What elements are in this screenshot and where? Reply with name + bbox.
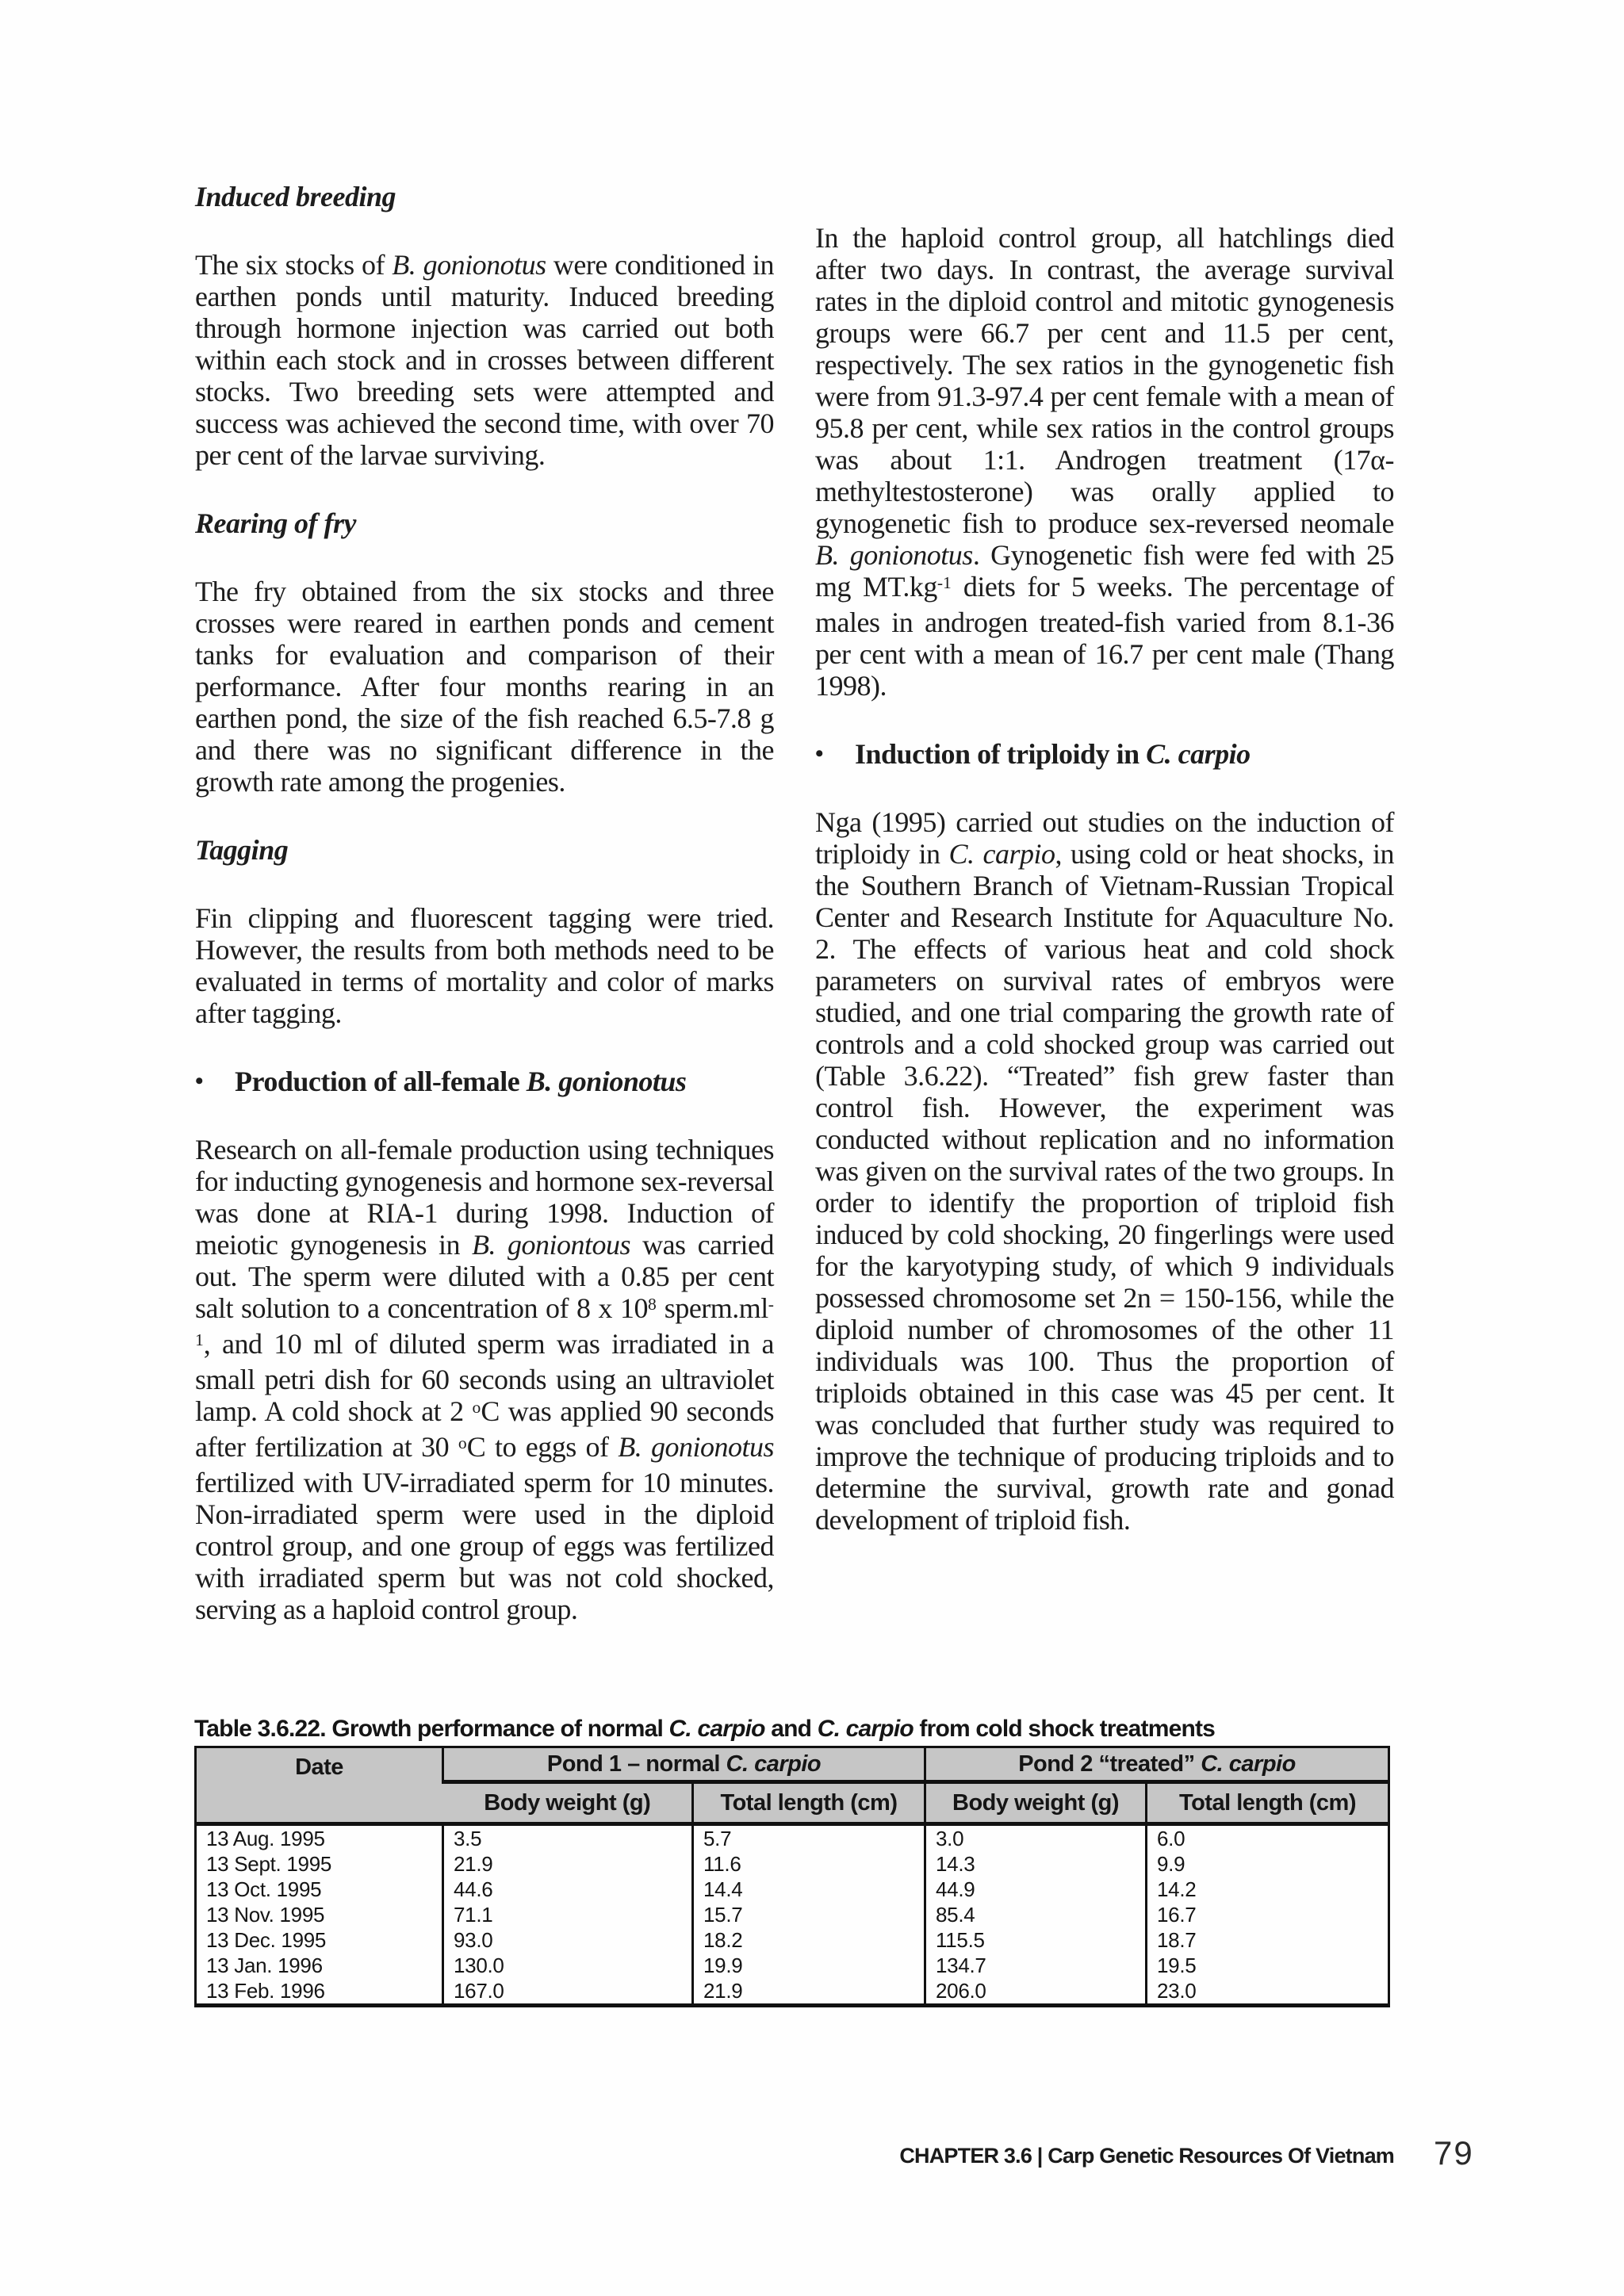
table-cell-value: 19.5 bbox=[1147, 1953, 1389, 1978]
table-cell-value: 167.0 bbox=[443, 1978, 693, 2006]
text-segment: B. goniontous bbox=[472, 1229, 631, 1261]
text-segment: Production of all-female bbox=[235, 1066, 527, 1097]
table-body bbox=[196, 1824, 1389, 2006]
text-segment: , using cold or heat shocks, in the Southern Branch of Vietnam-Russian Tropical Center and Research Institute for Aquaculture No. 2. The effects of various heat and cold shock parameters on survival rates of embryos were studied, and one trial comparing the growth rate of controls and a cold shocked group was carried out (Table 3.6.22). “Treated” fish grew faster than control fish. However, the experiment was conducted without replication and no information was given on the survival rates of the two groups. In order to identify the proportion of triploid fish induced by cold shocking, 20 fingerlings were used for the karyotyping study, of which 9 individuals possessed chromosome set 2n = 150-156, while the diploid number of chromosomes of the other 11 individuals was 100. Thus the proportion of triploids obtained in this case was 45 per cent. It was concluded that further study was required to improve the technique of producing triploids and to determine the survival, growth rate and gonad development of triploid fish. bbox=[815, 838, 1394, 1536]
column-header-date: Date bbox=[196, 1747, 443, 1824]
table-cell-value: 85.4 bbox=[925, 1902, 1147, 1927]
text-segment: and bbox=[764, 1716, 818, 1742]
table-header bbox=[196, 1747, 1389, 1824]
table-cell-value: 19.9 bbox=[693, 1953, 925, 1978]
text-segment: Table 3.6.22. Growth performance of normal bbox=[194, 1716, 669, 1742]
text-segment: -1 bbox=[195, 1295, 774, 1350]
table-cell-date: 13 Oct. 1995 bbox=[206, 1877, 322, 1901]
column-header-body-weight-pond2: Body weight (g) bbox=[925, 1782, 1147, 1824]
text-segment: C was applied 90 seconds after fertilization at 30 bbox=[195, 1395, 774, 1463]
table-cell-date: 13 Aug. 1995 bbox=[206, 1826, 325, 1850]
table-cell-value: 134.7 bbox=[925, 1953, 1147, 1978]
paragraph-triploidy-study bbox=[815, 806, 1394, 1567]
text-segment: Induction of triploidy in bbox=[855, 738, 1147, 770]
text-segment: The fry obtained from the six stocks and three crosses were reared in earthen ponds and cement tanks for evaluation and comparison of their performance. After four months rearing in an earthen pond, the size of the fish reached 6.5-7.8 g and there was no significant difference in the growth rate among the progenies. bbox=[195, 576, 774, 798]
table-cell-value: 14.2 bbox=[1147, 1877, 1389, 1902]
text-segment: diets for 5 weeks. The percentage of males in androgen treated-fish varied from 8.1-36 per cent with a mean of 16.7 per cent male (Thang 1998). bbox=[815, 571, 1394, 702]
text-segment: C. carpio bbox=[817, 1716, 914, 1742]
text-segment: B. gonionotus bbox=[392, 249, 546, 281]
table-cell-date: 13 Nov. 1995 bbox=[206, 1902, 325, 1927]
table-cell-value: 6.0 bbox=[1147, 1824, 1389, 1852]
text-segment: In the haploid control group, all hatchlings died after two days. In contrast, the average survival rates in the diploid control and mitotic gynogenesis groups were 66.7 per cent and 11.5 per cent, respectively. The sex ratios in the gynogenetic fish were from 91.3-97.4 per cent female with a mean of 95.8 per cent, while sex ratios in the control groups was about 1:1. Androgen treatment (17α-methyltestosterone) was orally applied to gynogenetic fish to produce sex-reversed neomale bbox=[815, 222, 1394, 539]
table-cell-value: 206.0 bbox=[925, 1978, 1147, 2006]
text-segment: . Gynogenetic fish were fed with 25 mg MT.kg bbox=[815, 539, 1394, 603]
text-segment: fertilized with UV-irradiated sperm for 10 minutes. Non-irradiated sperm were used in the diploid control group, and one group of eggs was fertilized with irradiated sperm but was not cold shocked, serving as a haploid control group. bbox=[195, 1467, 774, 1625]
bullet-production-label bbox=[235, 1066, 774, 1097]
text-segment: C to eggs of bbox=[466, 1431, 619, 1463]
table-cell-value: 71.1 bbox=[443, 1902, 693, 1927]
section-heading-induced-breeding: Induced breeding bbox=[195, 181, 396, 212]
paragraph-induced-breeding bbox=[195, 249, 774, 471]
text-segment: o bbox=[458, 1433, 467, 1453]
text-segment: , and 10 ml of diluted sperm was irradiated in a small petri dish for 60 seconds using an ultraviolet lamp. A cold shock at 2 bbox=[195, 1328, 774, 1427]
paragraph-haploid-control bbox=[815, 222, 1394, 702]
column-header-pond1 bbox=[443, 1747, 925, 1782]
growth-performance-table bbox=[194, 1746, 1390, 2007]
table-cell-value: 14.3 bbox=[925, 1851, 1147, 1877]
bullet-icon: • bbox=[815, 740, 824, 767]
text-segment: Pond 2 “treated” bbox=[1018, 1751, 1201, 1777]
table-cell-value: 18.7 bbox=[1147, 1927, 1389, 1953]
text-segment: B. gonionotus bbox=[815, 539, 973, 571]
text-segment: C. carpio bbox=[726, 1751, 822, 1777]
table-cell-value: 15.7 bbox=[693, 1902, 925, 1927]
table-cell-value: 5.7 bbox=[693, 1824, 925, 1852]
table-cell-value: 11.6 bbox=[693, 1851, 925, 1877]
table-cell-value: 14.4 bbox=[693, 1877, 925, 1902]
table-row bbox=[196, 1927, 1389, 1953]
text-segment: Pond 1 – normal bbox=[546, 1751, 726, 1777]
table-cell-value: 3.0 bbox=[925, 1824, 1147, 1852]
table-cell-value: 9.9 bbox=[1147, 1851, 1389, 1877]
text-segment: The six stocks of bbox=[195, 249, 393, 281]
text-segment: o bbox=[472, 1398, 481, 1418]
section-heading-rearing-of-fry: Rearing of fry bbox=[195, 507, 356, 539]
text-segment: C. carpio bbox=[1201, 1751, 1296, 1777]
left-column bbox=[195, 181, 774, 1641]
table-row bbox=[196, 1824, 1389, 1852]
table-cell-value: 44.9 bbox=[925, 1877, 1147, 1902]
table-cell-value: 18.2 bbox=[693, 1927, 925, 1953]
text-segment: were conditioned in earthen ponds until maturity. Induced breeding through hormone injection was carried out both within each stock and in crosses between different stocks. Two breeding sets were attempted and success was achieved the second time, with over 70 per cent of the larvae surviving. bbox=[195, 249, 774, 471]
text-segment: from cold shock treatments bbox=[913, 1716, 1216, 1742]
text-segment: C. carpio bbox=[948, 838, 1055, 870]
bullet-production-all-female bbox=[195, 1066, 774, 1097]
table-cell-date: 13 Feb. 1996 bbox=[206, 1978, 325, 2003]
table-caption bbox=[194, 1717, 1388, 1741]
text-segment: C. carpio bbox=[1146, 738, 1251, 770]
table-cell-value: 130.0 bbox=[443, 1953, 693, 1978]
page-number: 79 bbox=[1434, 2134, 1474, 2172]
table-row bbox=[196, 1877, 1389, 1902]
two-column-text-area bbox=[195, 181, 1394, 1641]
table-cell-value: 93.0 bbox=[443, 1927, 693, 1953]
table-cell-value: 115.5 bbox=[925, 1927, 1147, 1953]
table-row bbox=[196, 1851, 1389, 1877]
bullet-triploidy-label bbox=[855, 738, 1394, 770]
text-segment: was carried out. The sperm were diluted with a 0.85 per cent salt solution to a concentration of 8 x 10 bbox=[195, 1229, 774, 1324]
text-segment: Fin clipping and fluorescent tagging were tried. However, the results from both methods need to be evaluated in terms of mortality and color of marks after tagging. bbox=[195, 902, 774, 1029]
table-cell-value: 16.7 bbox=[1147, 1902, 1389, 1927]
text-segment: sperm.ml bbox=[656, 1292, 768, 1324]
table-cell-value: 44.6 bbox=[443, 1877, 693, 1902]
paragraph-rearing-of-fry bbox=[195, 576, 774, 798]
column-header-body-weight-pond1: Body weight (g) bbox=[443, 1782, 693, 1824]
column-header-total-length-pond1: Total length (cm) bbox=[693, 1782, 925, 1824]
text-segment: -1 bbox=[936, 573, 952, 593]
table-cell-value: 23.0 bbox=[1147, 1978, 1389, 2006]
text-segment: Research on all-female production using techniques for inducting gynogenesis and hormone sex-reversal was done at RIA-1 during 1998. Induction of meiotic gynogenesis in bbox=[195, 1134, 774, 1261]
table-row bbox=[196, 1902, 1389, 1927]
text-segment: Nga (1995) carried out studies on the induction of triploidy in bbox=[815, 806, 1394, 870]
column-header-pond2 bbox=[925, 1747, 1389, 1782]
table-row bbox=[196, 1978, 1389, 2006]
table-row bbox=[196, 1953, 1389, 1978]
footer-chapter-label: CHAPTER 3.6 | Carp Genetic Resources Of Vietnam bbox=[899, 2144, 1394, 2168]
text-segment: C. carpio bbox=[668, 1716, 765, 1742]
growth-performance-table-block bbox=[194, 1717, 1388, 2007]
section-heading-tagging: Tagging bbox=[195, 834, 289, 866]
text-segment: 8 bbox=[648, 1295, 657, 1314]
table-cell-date: 13 Jan. 1996 bbox=[206, 1953, 323, 1977]
table-cell-value: 3.5 bbox=[443, 1824, 693, 1852]
bullet-icon: • bbox=[195, 1068, 204, 1094]
column-header-total-length-pond2: Total length (cm) bbox=[1147, 1782, 1389, 1824]
table-cell-value: 21.9 bbox=[443, 1851, 693, 1877]
text-segment: B. gonionotus bbox=[526, 1066, 687, 1097]
paragraph-gynogenesis-production bbox=[195, 1134, 774, 1641]
table-header-row-ponds bbox=[196, 1747, 1389, 1782]
bullet-induction-triploidy bbox=[815, 738, 1394, 770]
right-column bbox=[815, 181, 1394, 1641]
table-cell-date: 13 Sept. 1995 bbox=[206, 1851, 332, 1876]
text-segment: B. gonionotus bbox=[618, 1431, 774, 1463]
table-cell-date: 13 Dec. 1995 bbox=[206, 1927, 327, 1952]
paragraph-tagging bbox=[195, 902, 774, 1029]
table-cell-value: 21.9 bbox=[693, 1978, 925, 2006]
